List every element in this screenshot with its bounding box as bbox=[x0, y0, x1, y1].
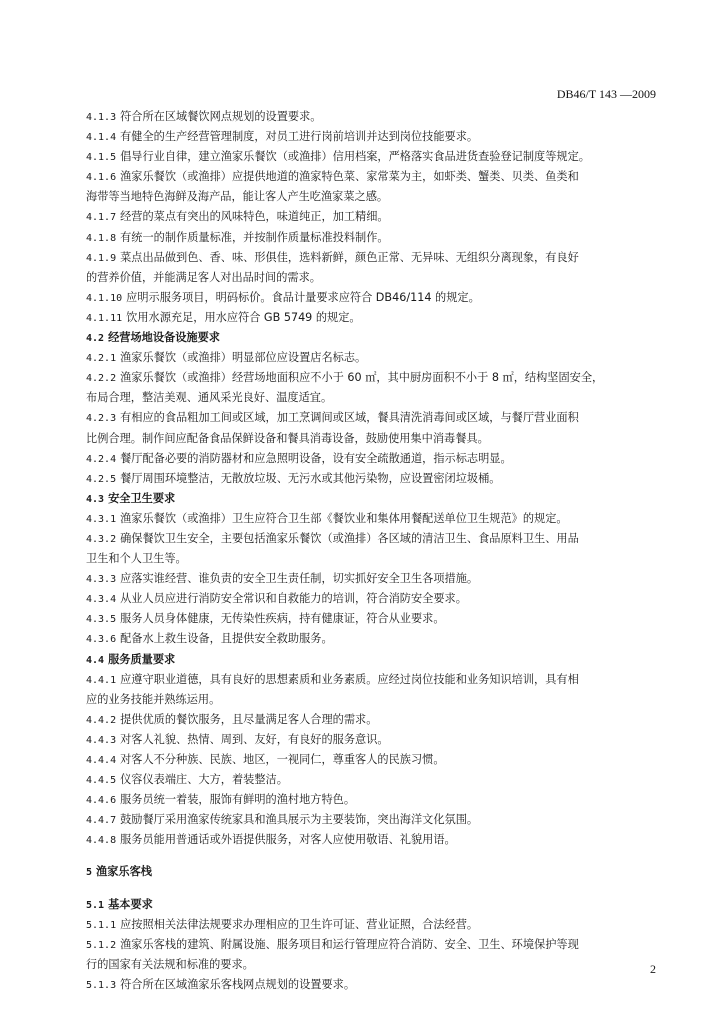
clause-continuation bbox=[86, 955, 656, 975]
clause-number: 4.3.6 bbox=[86, 634, 117, 646]
section-heading bbox=[86, 862, 656, 882]
clause-text: 确保餐饮卫生安全，主要包括渔家乐餐饮（或渔排）各区域的清洁卫生、食品原料卫生、用品 bbox=[120, 531, 579, 545]
clause-line bbox=[86, 529, 656, 549]
clause-text: 渔家乐餐饮（或渔排）应提供地道的渔家特色菜、家常菜为主，如虾类、蟹类、贝类、鱼类和 bbox=[120, 170, 579, 184]
section-gap bbox=[86, 850, 656, 862]
page-number: 2 bbox=[650, 962, 656, 976]
clause-line bbox=[86, 348, 656, 368]
clause-number: 4.1.6 bbox=[86, 172, 117, 184]
clause-number: 4.3.1 bbox=[86, 513, 117, 525]
clause-number: 4.1.9 bbox=[86, 252, 117, 264]
clause-text: 渔家乐客栈 bbox=[96, 865, 152, 879]
clause-text: 服务人员身体健康，无传染性疾病，持有健康证，符合从业要求。 bbox=[120, 612, 445, 626]
document-body bbox=[86, 107, 656, 995]
clause-number: 4.4.2 bbox=[86, 714, 117, 726]
section-gap bbox=[86, 883, 656, 895]
clause-line bbox=[86, 915, 656, 935]
clause-line bbox=[86, 670, 656, 690]
clause-number: 4.2.5 bbox=[86, 473, 117, 485]
clause-number: 5 bbox=[86, 867, 93, 879]
clause-number: 4.4.4 bbox=[86, 755, 117, 766]
clause-number: 4.3.5 bbox=[86, 614, 117, 626]
clause-line bbox=[86, 975, 656, 995]
clause-text: 海带等当地特色海鲜及海产品，能让客人产生吃渔家菜之感。 bbox=[86, 190, 389, 204]
clause-line bbox=[86, 810, 656, 830]
clause-text: 有相应的食品粗加工间或区域，加工烹调间或区域，餐具清洗消毒间或区域，与餐厅营业面积 bbox=[120, 411, 579, 425]
clause-line bbox=[86, 147, 656, 167]
clause-number: 4.4.8 bbox=[86, 835, 117, 847]
clause-line bbox=[86, 750, 656, 770]
clause-text: 有健全的生产经营管理制度，对员工进行岗前培训并达到岗位技能要求。 bbox=[120, 130, 479, 144]
clause-text: 符合所在区域餐饮网点规划的设置要求。 bbox=[120, 110, 322, 123]
clause-number: 4.4.6 bbox=[86, 795, 117, 807]
clause-line bbox=[86, 228, 656, 248]
section-heading bbox=[86, 489, 656, 509]
clause-text: 对客人礼貌、热情、周到、友好，有良好的服务意识。 bbox=[120, 732, 389, 746]
clause-number: 4.2.3 bbox=[86, 413, 117, 425]
clause-line bbox=[86, 830, 656, 850]
clause-text: 应的业务技能并熟练运用。 bbox=[86, 692, 221, 706]
clause-line bbox=[86, 449, 656, 469]
clause-text: 饮用水源充足，用水应符合 GB 5749 的规定。 bbox=[126, 310, 361, 324]
clause-line bbox=[86, 790, 656, 810]
clause-text: 对客人不分种族、民族、地区，一视同仁，尊重客人的民族习惯。 bbox=[120, 753, 445, 766]
section-heading bbox=[86, 895, 656, 915]
clause-number: 4.3.4 bbox=[86, 594, 117, 606]
clause-text: 提供优质的餐饮服务，且尽量满足客人合理的需求。 bbox=[120, 712, 378, 726]
clause-number: 4.2.1 bbox=[86, 353, 117, 365]
clause-number: 4.2.2 bbox=[86, 373, 117, 385]
clause-text: 餐厅配备必要的消防器材和应急照明设备，设有安全疏散通道，指示标志明显。 bbox=[120, 451, 512, 465]
clause-continuation bbox=[86, 187, 656, 207]
clause-text: 渔家乐餐饮（或渔排）卫生应符合卫生部《餐饮业和集体用餐配送单位卫生规范》的规定。 bbox=[120, 511, 568, 525]
clause-line bbox=[86, 710, 656, 730]
section-heading bbox=[86, 328, 656, 348]
clause-text: 从业人员应进行消防安全常识和自救能力的培训，符合消防安全要求。 bbox=[120, 592, 467, 606]
clause-number: 4.1.10 bbox=[86, 292, 123, 304]
clause-number: 4.3 bbox=[86, 493, 105, 505]
clause-text: 应明示服务项目，明码标价。食品计量要求应符合 DB46/114 的规定。 bbox=[126, 290, 480, 304]
clause-line bbox=[86, 509, 656, 529]
clause-number: 4.1.3 bbox=[86, 112, 117, 123]
clause-continuation bbox=[86, 549, 656, 569]
clause-number: 4.4.3 bbox=[86, 734, 117, 746]
clause-text: 餐厅周围环境整洁，无散放垃圾、无污水或其他污染物，应设置密闭垃圾桶。 bbox=[120, 471, 501, 485]
clause-number: 4.3.2 bbox=[86, 533, 117, 545]
clause-line bbox=[86, 589, 656, 609]
clause-line bbox=[86, 609, 656, 629]
clause-number: 4.1.8 bbox=[86, 232, 117, 244]
clause-number: 4.3.3 bbox=[86, 574, 117, 586]
clause-number: 5.1 bbox=[86, 899, 105, 911]
clause-line bbox=[86, 308, 656, 328]
clause-text: 卫生和个人卫生等。 bbox=[86, 552, 187, 566]
clause-line bbox=[86, 288, 656, 308]
clause-number: 4.2 bbox=[86, 333, 105, 345]
clause-line bbox=[86, 569, 656, 589]
clause-line bbox=[86, 935, 656, 955]
clause-line bbox=[86, 770, 656, 790]
clause-line bbox=[86, 248, 656, 268]
clause-continuation bbox=[86, 388, 656, 408]
clause-text: 渔家乐餐饮（或渔排）明显部位应设置店名标志。 bbox=[120, 351, 367, 365]
clause-text: 鼓励餐厅采用渔家传统家具和渔具展示为主要装饰，突出海洋文化氛围。 bbox=[120, 813, 479, 827]
clause-line bbox=[86, 629, 656, 649]
clause-number: 4.1.5 bbox=[86, 152, 117, 164]
clause-continuation bbox=[86, 429, 656, 449]
clause-line bbox=[86, 167, 656, 187]
clause-text: 基本要求 bbox=[108, 897, 153, 911]
clause-number: 4.1.11 bbox=[86, 312, 123, 324]
clause-text: 倡导行业自律，建立渔家乐餐饮（或渔排）信用档案，严格落实食品进货查验登记制度等规定。 bbox=[120, 150, 590, 164]
clause-continuation bbox=[86, 268, 656, 288]
clause-line bbox=[86, 408, 656, 428]
clause-text: 有统一的制作质量标准，并按制作质量标准投料制作。 bbox=[120, 230, 389, 244]
document-code: DB46/T 143 —2009 bbox=[556, 87, 656, 101]
clause-number: 5.1.2 bbox=[86, 939, 117, 951]
clause-line bbox=[86, 107, 656, 127]
clause-text: 安全卫生要求 bbox=[108, 491, 176, 505]
clause-text: 配备水上救生设备，且提供安全救助服务。 bbox=[120, 632, 333, 646]
clause-continuation bbox=[86, 690, 656, 710]
clause-number: 4.2.4 bbox=[86, 453, 117, 465]
clause-text: 服务质量要求 bbox=[108, 652, 176, 666]
clause-text: 服务员统一着装，服饰有鲜明的渔村地方特色。 bbox=[120, 793, 356, 807]
clause-text: 的营养价值，并能满足客人对出品时间的需求。 bbox=[86, 270, 321, 284]
clause-number: 4.1.7 bbox=[86, 212, 117, 224]
clause-text: 行的国家有关法规和标准的要求。 bbox=[86, 957, 254, 971]
clause-number: 4.4 bbox=[86, 654, 105, 666]
clause-line bbox=[86, 368, 656, 388]
clause-text: 应按照相关法律法规要求办理相应的卫生许可证、营业证照，合法经营。 bbox=[120, 917, 479, 931]
clause-text: 菜点出品做到色、香、味、形俱佳，选料新鲜，颜色正常、无异味、无组织分离现象，有良好 bbox=[120, 250, 579, 264]
clause-line bbox=[86, 469, 656, 489]
clause-text: 布局合理，整洁美观、通风采光良好、温度适宜。 bbox=[86, 391, 333, 405]
section-heading bbox=[86, 650, 656, 670]
clause-text: 应落实谁经营、谁负责的安全卫生责任制，切实抓好安全卫生各项措施。 bbox=[120, 572, 479, 586]
clause-number: 4.1.4 bbox=[86, 132, 117, 144]
clause-line bbox=[86, 730, 656, 750]
clause-text: 仪容仪表端庄、大方，着装整洁。 bbox=[120, 773, 288, 787]
clause-text: 服务员能用普通话或外语提供服务，对客人应使用敬语、礼貌用语。 bbox=[120, 833, 456, 847]
clause-number: 5.1.3 bbox=[86, 979, 117, 991]
clause-text: 渔家乐客栈的建筑、附属设施、服务项目和运行管理应符合消防、安全、卫生、环境保护等现 bbox=[120, 937, 579, 951]
clause-text: 渔家乐餐饮（或渔排）经营场地面积应不小于 60 ㎡，其中厨房面积不小于 8 ㎡，结构坚固安全， bbox=[120, 371, 604, 385]
clause-number: 5.1.1 bbox=[86, 919, 117, 931]
clause-text: 符合所在区域渔家乐客栈网点规划的设置要求。 bbox=[120, 977, 356, 991]
clause-text: 经营场地设备设施要求 bbox=[108, 331, 220, 345]
clause-text: 应遵守职业道德，具有良好的思想素质和业务素质。应经过岗位技能和业务知识培训，具有相 bbox=[120, 672, 579, 686]
clause-text: 经营的菜点有突出的风味特色，味道纯正，加工精细。 bbox=[120, 210, 389, 224]
clause-line bbox=[86, 127, 656, 147]
clause-line bbox=[86, 207, 656, 227]
clause-number: 4.4.1 bbox=[86, 674, 117, 686]
clause-text: 比例合理。制作间应配备食品保鲜设备和餐具消毒设备，鼓励使用集中消毒餐具。 bbox=[86, 431, 489, 445]
clause-number: 4.4.7 bbox=[86, 815, 117, 827]
clause-number: 4.4.5 bbox=[86, 775, 117, 787]
